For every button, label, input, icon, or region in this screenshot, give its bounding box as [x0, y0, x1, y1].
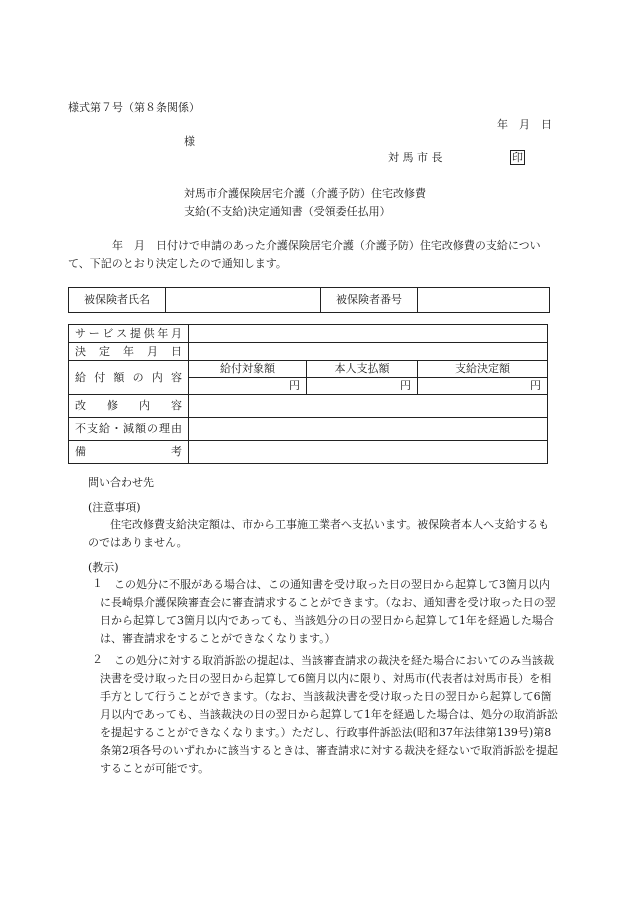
notes-body: 住宅改修費支給決定額は、市から工事施工業者へ支払います。被保険者本人へ支給するものではありません。	[88, 518, 550, 549]
sender-name: 対 馬 市 長	[388, 151, 443, 164]
amount-col-self-pay: 本人支払額	[307, 361, 418, 378]
form-number: 様式第７号（第８条関係）	[68, 101, 200, 114]
remarks-value	[189, 441, 548, 464]
seal-text: 印	[512, 151, 523, 164]
instruction-item-2-number: ２	[92, 653, 103, 666]
insured-name-value	[166, 288, 321, 313]
reason-label: 不支給・減額の理由	[69, 418, 189, 441]
renovation-value	[189, 395, 548, 418]
remarks-label: 備考	[69, 441, 189, 464]
reason-value	[189, 418, 548, 441]
insured-number-label: 被保険者番号	[321, 288, 418, 313]
instruction-item-1-number: １	[92, 577, 103, 590]
service-month-value	[189, 325, 548, 343]
amount-col-decision: 支給決定額	[418, 361, 548, 378]
decision-date-value	[189, 343, 548, 361]
contact-label: 問い合わせ先	[88, 476, 154, 489]
detail-table	[68, 324, 548, 464]
instruction-heading: (教示)	[88, 561, 119, 574]
insured-number-value	[418, 288, 550, 313]
instruction-item-1-text: この処分に不服がある場合は、この通知書を受け取った日の翌日から起算して3箇月以内に長崎県介護保険審査会に審査請求することができます。（なお、通知書を受け取った日の翌日から起算して3箇月以内であっても、当該処分の日の翌日から起算して1年を経過した場合は、審査請求をすることができなくなります。）	[100, 578, 556, 645]
service-month-label: サービス提供年月	[69, 325, 189, 343]
amount-decision-yen: 円	[418, 378, 548, 395]
seal-mark	[510, 150, 525, 165]
intro-paragraph: 年 月 日付けで申請のあった介護保険居宅介護（介護予防）住宅改修費の支給について、下記のとおり決定したので通知します。	[68, 239, 541, 270]
amount-self-pay-yen: 円	[307, 378, 418, 395]
decision-date-label: 決定年月日	[69, 343, 189, 361]
amount-label: 給付額の内容	[69, 361, 189, 395]
doc-title-line1: 対馬市介護保険居宅介護（介護予防）住宅改修費	[184, 187, 426, 200]
doc-title-line2: 支給(不支給)決定通知書（受領委任払用）	[184, 205, 391, 218]
issue-date: 年 月 日	[497, 118, 552, 131]
renovation-label: 改修内容	[69, 395, 189, 418]
amount-target-yen: 円	[189, 378, 307, 395]
amount-col-target: 給付対象額	[189, 361, 307, 378]
insured-name-label: 被保険者氏名	[69, 288, 166, 313]
insured-table	[68, 287, 550, 313]
instruction-item-2-text: この処分に対する取消訴訟の提起は、当該審査請求の裁決を経た場合においてのみ当該裁決書を受け取った日の翌日から起算して6箇月以内に限り、対馬市(代表者は対馬市長）を相手方として行うことができます。（なお、当該裁決書を受け取った日の翌日から起算して6箇月以内であっても、当該裁決の日の翌日から起算して1年を経過した場合は、処分の取消訴訟を提起することができなくなります。）ただし、行政事件訴訟法(昭和37年法律第139号)第8条第2項各号のいずれかに該当するときは、審査請求に対する裁決を経ないで取消訴訟を提起することが可能です。	[100, 654, 558, 775]
notes-heading: (注意事項)	[88, 501, 141, 514]
addressee-suffix: 様	[184, 135, 195, 148]
